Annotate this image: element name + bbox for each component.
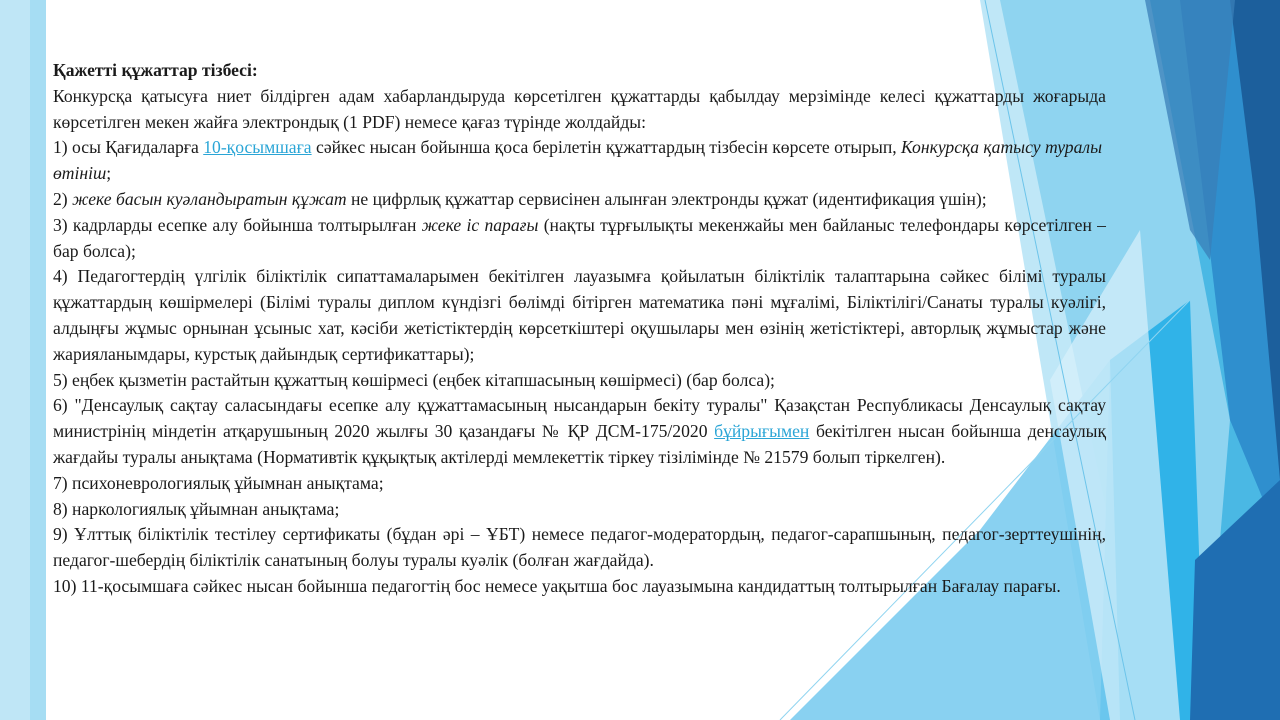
slide-content — [53, 58, 1106, 600]
document-title: Қажетті құжаттар тізбесі: — [53, 60, 258, 80]
item6-text-before: 6) "Денсаулық сақтау саласындағы есепке алу құжаттамасының нысандарын бекіту туралы" Қазақстан Республикасы Денсаулық сақтау министрінің міндетін атқарушының 2020 жылғы 30 қазандағы № ҚР ДСМ-175/2020 — [53, 395, 1106, 442]
item1-italic-text: Конкурсқа қатысу туралы өтініш — [53, 137, 1102, 184]
left-accent-stripe — [0, 0, 30, 720]
order-link[interactable]: бұйрығымен — [714, 421, 810, 442]
item3-text-after: (нақты тұрғылықты мекенжайы мен байланыс телефондары көрсетілген – бар болса); — [53, 214, 1106, 261]
item2-italic-text: жеке басын куәландыратын құжат — [72, 188, 347, 209]
item1-text-before: 1) осы Қағидаларға — [53, 137, 204, 158]
list-item-1 — [53, 135, 1106, 187]
list-item-8: 8) наркологиялық ұйымнан анықтама; — [53, 498, 340, 519]
list-item-9: 9) Ұлттық біліктілік тестілеу сертификаты (бұдан әрі – ҰБТ) немесе педагог-модератордың, педагог-сарапшының, педагог-зерттеушінің, педагог-шебердің біліктілік санатының болуы туралы куәлік (болған жағдайда). — [53, 524, 1106, 571]
intro-paragraph: Конкурсқа қатысуға ниет білдірген адам хабарландыруда көрсетілген құжаттарды қабылдау мерзімінде келесі құжаттарды жоғарыда көрсетілген мекен жайға электрондық (1 PDF) немесе қағаз түрінде жолдайды: — [53, 85, 1106, 132]
item1-text-end: ; — [106, 163, 112, 184]
list-item-10: 10) 11-қосымшаға сәйкес нысан бойынша педагогтің бос немесе уақытша бос лауазымына кандидаттың толтырылған Бағалау парағы. — [53, 575, 1061, 596]
list-item-3 — [53, 213, 1106, 265]
item2-text-before: 2) — [53, 188, 73, 209]
item3-italic-text: жеке іс парағы — [421, 214, 539, 235]
item6-text-after: бекітілген нысан бойынша денсаулық жағдайы туралы анықтама (Нормативтік құқықтық актілерді мемлекеттік тіркеу тізілімінде № 21579 болып тіркелген). — [53, 421, 1106, 467]
list-item-2 — [53, 187, 1106, 213]
list-item-6 — [53, 393, 1106, 470]
item1-text-after: сәйкес нысан бойынша қоса берілетін құжаттардың тізбесін көрсете отырып, — [311, 137, 902, 158]
list-item-5: 5) еңбек қызметін растайтын құжаттың көшірмесі (еңбек кітапшасының көшірмесі) (бар болса); — [53, 369, 775, 390]
item2-text-after: не цифрлық құжаттар сервисінен алынған электронды құжат (идентификация үшін); — [346, 188, 987, 209]
list-item-7: 7) психоневрологиялық ұйымнан анықтама; — [53, 472, 384, 493]
annex-10-link[interactable]: 10-қосымшаға — [203, 137, 312, 158]
list-item-4: 4) Педагогтердің үлгілік біліктілік сипаттамаларымен бекітілген лауазымға қойылатын біліктілік талаптарына сәйкес білімі туралы құжаттардың көшірмелері (Білімі туралы диплом күндізгі бөлімді бітірген математика пәні мұғалімі, Біліктілігі/Санаты туралы куәлігі, алдыңғы жұмыс орнынан ұсыныс хат, кәсіби жетістіктердің көрсеткіштері оқушылары мен өзінің жетістіктері, авторлық жұмыстар және жарияланымдары, курстық дайындық сертификаттары); — [53, 266, 1106, 364]
item3-text-before: 3) кадрларды есепке алу бойынша толтырылған — [53, 214, 422, 235]
